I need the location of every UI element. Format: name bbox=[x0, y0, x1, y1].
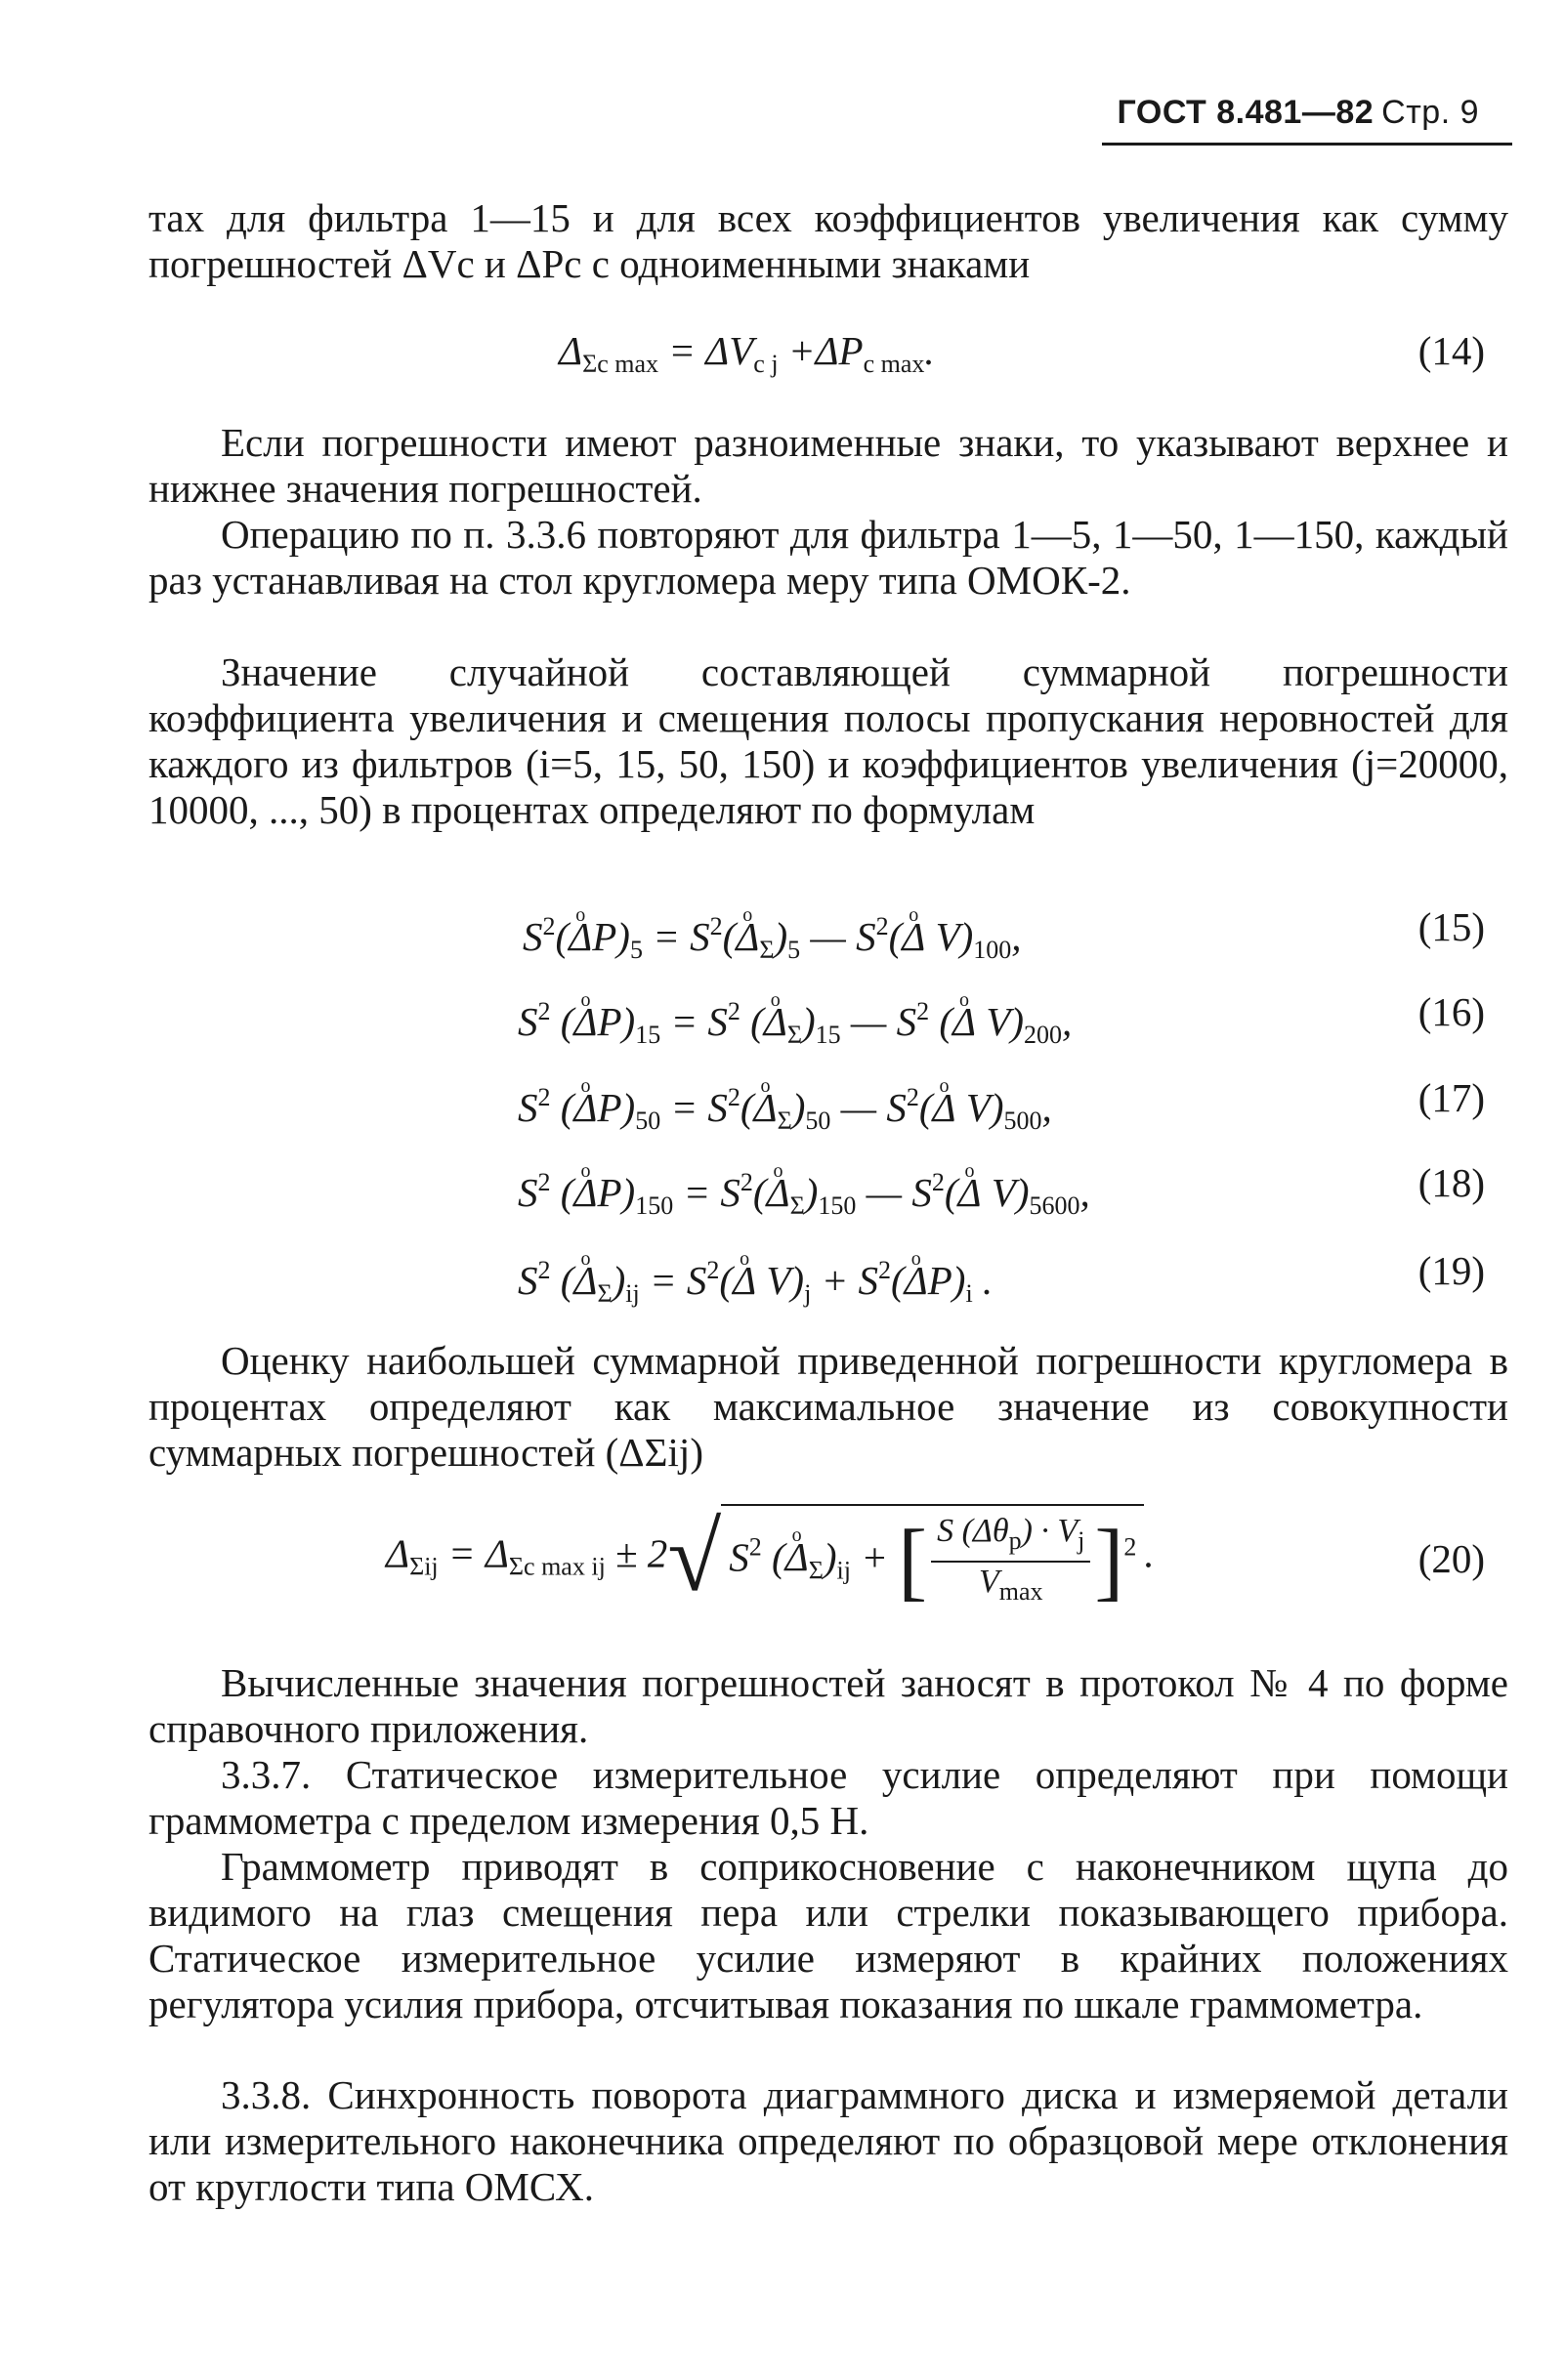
paragraph-intro: тах для фильтра 1—15 и для всех коэффициентов увеличения как сумму погрешностей ΔVc и ΔPc с одноименными знаками bbox=[148, 195, 1508, 286]
page-header bbox=[1118, 94, 1479, 132]
standard-number: ГОСТ 8.481—82 bbox=[1117, 94, 1375, 131]
equation-number-14: (14) bbox=[1417, 328, 1485, 373]
paragraph-grammometer: Граммометр приводят в соприкосновение с наконечником щупа до видимого на глаз смещения пера или стрелки показывающего прибора. Статическое измерительное усилие измеряют в крайних положениях регулятора усилия прибора, отсчитывая показания по шкале граммометра. bbox=[148, 1844, 1508, 2026]
equation-number-17: (17) bbox=[1417, 1075, 1485, 1120]
formula-14: $\Delta_{\Sigma c max} = \Delta V_{c j} +\Delta P_{c max}$. bbox=[559, 328, 935, 378]
equation-number-16: (16) bbox=[1417, 989, 1485, 1034]
equation-number-20: (20) bbox=[1417, 1536, 1485, 1581]
formula-16: $S^2$ (o $\Delta P)_{15} = S^2$ (o $\Delta_\Sigma)_{15}$ — $S^2$ (o Δ $V)_{200}$, bbox=[518, 988, 1072, 1059]
formula-20: $\Delta_{\Sigma ij} = \Delta_{\Sigma c max ij} \pm 2√$ $S^2$ (o $\Delta_\Sigma)_{ij}$ + [ $\frac{S (\Delta\theta_p) \cdot V_j}{V_{max}}$ ]$^2$ . bbox=[386, 1504, 1155, 1611]
equation-number-18: (18) bbox=[1417, 1160, 1485, 1205]
equation-number-15: (15) bbox=[1417, 904, 1485, 949]
paragraph-3-3-8: 3.3.8. Синхронность поворота диаграммного диска и измеряемой детали или измерительного наконечника определяют по образцовой мере отклонения от круглости типа ОМСХ. bbox=[148, 2072, 1508, 2209]
paragraph-opposite-signs: Если погрешности имеют разноименные знаки, то указывают верхнее и нижнее значения погрешностей. bbox=[148, 420, 1508, 511]
formula-18: $S^2$ (o $\Delta P)_{150} = S^2(o$ $\Delta_\Sigma)_{150}$ — $S^2(o$ Δ $V)_{5600}$, bbox=[518, 1159, 1090, 1230]
paragraph-3-3-7: 3.3.7. Статическое измерительное усилие определяют при помощи граммометра с пределом измерения 0,5 Н. bbox=[148, 1752, 1508, 1843]
paragraph-protocol: Вычисленные значения погрешностей заносят в протокол № 4 по форме справочного приложения. bbox=[148, 1660, 1508, 1751]
formula-17: $S^2$ (o $\Delta P)_{50} = S^2(o$ $\Delta_\Sigma)_{50}$ — $S^2(o$ Δ $V)_{500}$, bbox=[518, 1074, 1052, 1145]
header-rule bbox=[1102, 143, 1512, 146]
paragraph-operation: Операцию по п. 3.3.6 повторяют для фильтра 1—5, 1—50, 1—150, каждый раз устанавливая на стол кругломера меру типа ОМОК-2. bbox=[148, 512, 1508, 603]
paragraph-max-error: Оценку наибольшей суммарной приведенной погрешности кругломера в процентах определяют как максимальное значение из совокупности суммарных погрешностей (ΔΣij) bbox=[148, 1338, 1508, 1475]
equation-number-19: (19) bbox=[1417, 1248, 1485, 1293]
page-number: Стр. 9 bbox=[1381, 94, 1479, 131]
formula-19: $S^2$ (o $\Delta_\Sigma)_{ij} = S^2(o$ Δ $V)_j + S^2(o$ $\Delta P)_i$ . bbox=[518, 1247, 993, 1317]
paragraph-random-component: Значение случайной составляющей суммарной погрешности коэффициента увеличения и смещения полосы пропускания неровностей для каждого из фильтров (i=5, 15, 50, 150) и коэффициентов увеличения (j=20000, 10000, ..., 50) в процентах определяют по формулам bbox=[148, 649, 1508, 832]
formula-15: $S^2(o$ $\Delta P)_5 = S^2(o$ $\Delta_\Sigma)_5$ — $S^2(o$ Δ $V)_{100}$, bbox=[523, 903, 1022, 974]
